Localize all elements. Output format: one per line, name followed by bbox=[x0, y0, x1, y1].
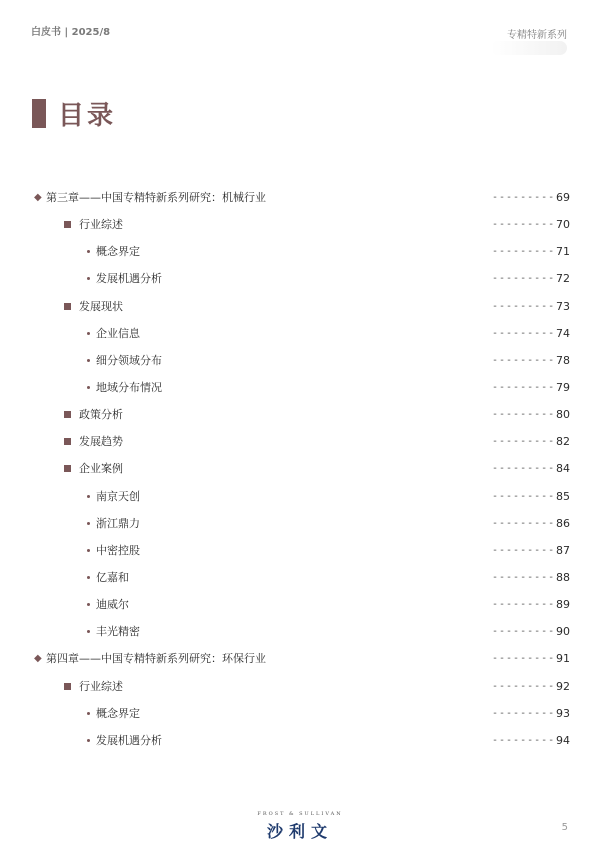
toc-entry-label: 丰光精密 bbox=[96, 625, 140, 639]
toc-entry-label: 南京天创 bbox=[96, 489, 140, 503]
toc-entry[interactable] bbox=[0, 455, 600, 482]
toc-leader: --------- bbox=[492, 273, 556, 285]
page-number: 5 bbox=[561, 822, 568, 833]
dot-icon bbox=[87, 739, 90, 742]
toc-page-number: 89 bbox=[556, 598, 570, 612]
toc-entry-label: 发展机遇分析 bbox=[96, 733, 162, 747]
toc-entry-label: 行业综述 bbox=[79, 679, 123, 693]
dot-icon bbox=[87, 277, 90, 280]
toc-entry[interactable] bbox=[0, 591, 600, 618]
dot-icon bbox=[87, 495, 90, 498]
toc-entry[interactable] bbox=[0, 483, 600, 510]
toc-leader: --------- bbox=[492, 219, 556, 231]
toc-leader: --------- bbox=[492, 246, 556, 258]
series-label: 专精特新系列 bbox=[507, 30, 567, 41]
toc-page-number: 73 bbox=[556, 299, 570, 313]
toc-entry[interactable] bbox=[0, 265, 600, 292]
toc-entry[interactable] bbox=[0, 293, 600, 320]
toc-entry-label: 发展现状 bbox=[79, 299, 123, 313]
toc-leader: --------- bbox=[492, 490, 556, 502]
toc-entry[interactable] bbox=[0, 673, 600, 700]
toc-entry[interactable] bbox=[0, 374, 600, 401]
toc-entry-label: 发展机遇分析 bbox=[96, 272, 162, 286]
toc-page-number: 82 bbox=[556, 435, 570, 449]
toc-leader: --------- bbox=[492, 192, 556, 203]
toc-entry[interactable] bbox=[0, 401, 600, 428]
logo-brand-main: 沙利文 bbox=[266, 822, 333, 841]
toc-leader: --------- bbox=[492, 680, 556, 692]
title-accent-bar bbox=[32, 99, 46, 128]
toc-entry-label: 迪威尔 bbox=[96, 598, 129, 612]
toc-leader: --------- bbox=[492, 599, 556, 611]
toc-page-number: 86 bbox=[556, 516, 570, 530]
toc-entry[interactable] bbox=[0, 184, 600, 211]
toc-page-number: 84 bbox=[556, 462, 570, 476]
toc-page-number: 93 bbox=[556, 706, 570, 720]
toc-title-block bbox=[32, 98, 117, 131]
toc-page-number: 94 bbox=[556, 733, 570, 747]
table-of-contents bbox=[0, 184, 600, 754]
toc-entry[interactable] bbox=[0, 320, 600, 347]
dot-icon bbox=[87, 549, 90, 552]
toc-page-number: 91 bbox=[556, 652, 570, 666]
toc-entry[interactable] bbox=[0, 618, 600, 645]
dot-icon bbox=[87, 522, 90, 525]
toc-entry-label: 发展趋势 bbox=[79, 435, 123, 449]
toc-entry-label: 政策分析 bbox=[79, 408, 123, 422]
square-icon bbox=[64, 438, 71, 445]
square-icon bbox=[64, 221, 71, 228]
toc-entry-label: 概念界定 bbox=[96, 245, 140, 259]
toc-entry-label: 细分领域分布 bbox=[96, 353, 162, 367]
toc-page-number: 90 bbox=[556, 625, 570, 639]
toc-page-number: 80 bbox=[556, 408, 570, 422]
toc-page-number: 85 bbox=[556, 489, 570, 503]
toc-entry-label: 企业案例 bbox=[79, 462, 123, 476]
toc-entry[interactable] bbox=[0, 238, 600, 265]
dot-icon bbox=[87, 250, 90, 253]
toc-entry[interactable] bbox=[0, 564, 600, 591]
toc-entry[interactable] bbox=[0, 211, 600, 238]
toc-leader: --------- bbox=[492, 463, 556, 475]
toc-entry[interactable] bbox=[0, 428, 600, 455]
dot-icon bbox=[87, 359, 90, 362]
diamond-icon: ◆ bbox=[34, 192, 42, 203]
square-icon bbox=[64, 411, 71, 418]
toc-entry[interactable] bbox=[0, 700, 600, 727]
toc-leader: --------- bbox=[492, 544, 556, 556]
header-watermark bbox=[491, 41, 567, 55]
toc-entry[interactable] bbox=[0, 727, 600, 754]
toc-entry[interactable] bbox=[0, 347, 600, 374]
dot-icon bbox=[87, 712, 90, 715]
toc-entry-label: 第三章——中国专精特新系列研究：机械行业 bbox=[46, 191, 266, 204]
toc-entry-label: 浙江鼎力 bbox=[96, 516, 140, 530]
toc-leader: --------- bbox=[492, 734, 556, 746]
toc-leader: --------- bbox=[492, 626, 556, 638]
toc-leader: --------- bbox=[492, 327, 556, 339]
toc-leader: --------- bbox=[492, 707, 556, 719]
toc-entry-label: 第四章——中国专精特新系列研究：环保行业 bbox=[46, 652, 266, 666]
toc-entry[interactable] bbox=[0, 645, 600, 672]
toc-page-number: 87 bbox=[556, 543, 570, 557]
toc-page-number: 74 bbox=[556, 326, 570, 340]
toc-page-number: 70 bbox=[556, 218, 570, 232]
toc-page-number: 69 bbox=[556, 191, 570, 204]
dot-icon bbox=[87, 630, 90, 633]
page-title: 目录 bbox=[58, 100, 117, 131]
toc-entry[interactable] bbox=[0, 510, 600, 537]
toc-leader: --------- bbox=[492, 653, 556, 665]
dot-icon bbox=[87, 386, 90, 389]
square-icon bbox=[64, 465, 71, 472]
toc-leader: --------- bbox=[492, 300, 556, 312]
toc-leader: --------- bbox=[492, 381, 556, 393]
toc-entry-label: 行业综述 bbox=[79, 218, 123, 232]
toc-leader: --------- bbox=[492, 517, 556, 529]
toc-leader: --------- bbox=[492, 436, 556, 448]
toc-page-number: 79 bbox=[556, 380, 570, 394]
toc-leader: --------- bbox=[492, 571, 556, 583]
logo-brand-small: FROST & SULLIVAN bbox=[257, 811, 343, 817]
toc-page-number: 71 bbox=[556, 245, 570, 259]
header-left: 白皮书 | 2025/8 bbox=[31, 27, 111, 38]
toc-entry[interactable] bbox=[0, 537, 600, 564]
square-icon bbox=[64, 303, 71, 310]
square-icon bbox=[64, 683, 71, 690]
dot-icon bbox=[87, 332, 90, 335]
footer-logo bbox=[0, 811, 600, 842]
toc-entry-label: 企业信息 bbox=[96, 326, 140, 340]
toc-leader: --------- bbox=[492, 409, 556, 421]
toc-page-number: 92 bbox=[556, 679, 570, 693]
toc-leader: --------- bbox=[492, 354, 556, 366]
header-right bbox=[507, 26, 567, 41]
toc-entry-label: 概念界定 bbox=[96, 706, 140, 720]
toc-entry-label: 地域分布情况 bbox=[96, 380, 162, 394]
toc-page-number: 88 bbox=[556, 570, 570, 584]
toc-entry-label: 中密控股 bbox=[96, 543, 140, 557]
dot-icon bbox=[87, 603, 90, 606]
toc-entry-label: 亿嘉和 bbox=[96, 570, 129, 584]
toc-page-number: 78 bbox=[556, 353, 570, 367]
dot-icon bbox=[87, 576, 90, 579]
toc-page-number: 72 bbox=[556, 272, 570, 286]
diamond-icon: ◆ bbox=[34, 653, 42, 665]
